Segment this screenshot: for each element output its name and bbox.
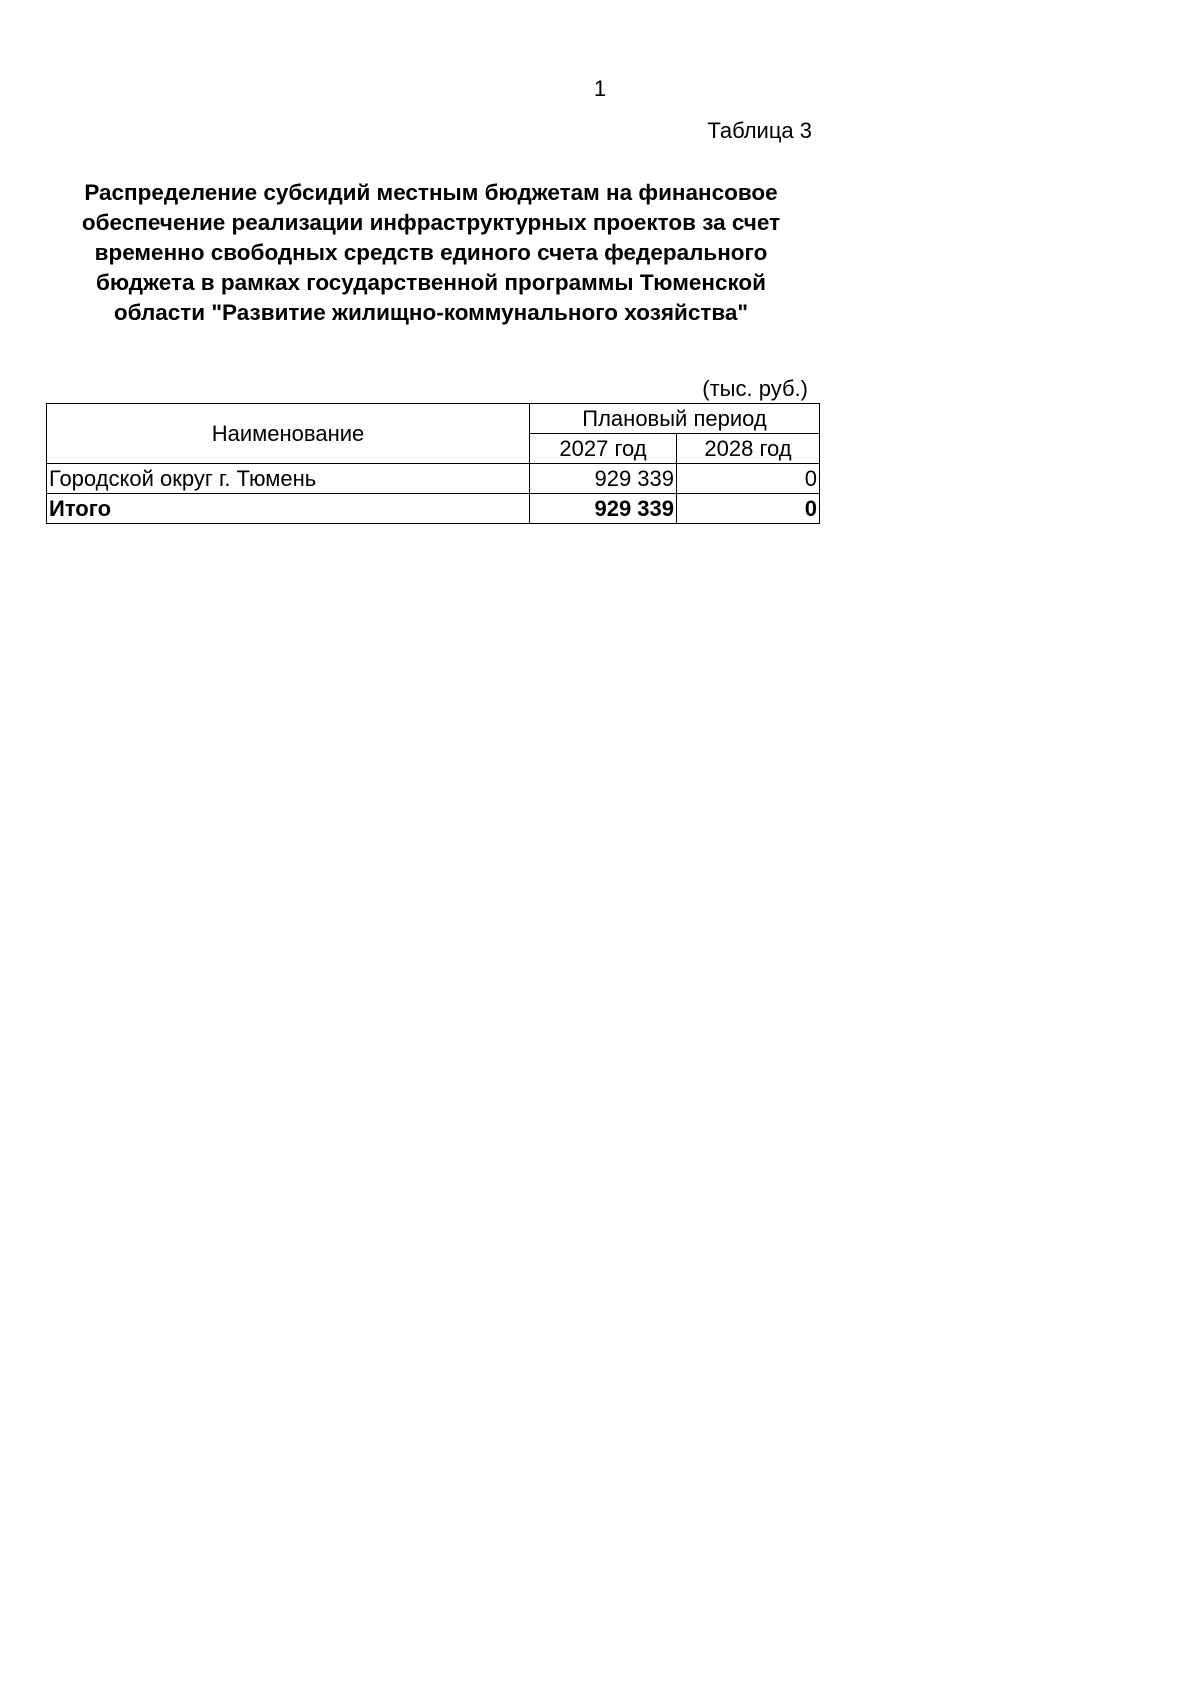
header-name: Наименование: [47, 404, 530, 464]
units-label: (тыс. руб.): [702, 376, 808, 401]
title-line: временно свободных средств единого счета федерального: [94, 240, 768, 265]
row-value-2028: 0: [677, 464, 820, 494]
title-line: области "Развитие жилищно-коммунального хозяйства": [113, 300, 749, 325]
page-number: 1: [593, 76, 607, 101]
total-name: Итого: [47, 494, 530, 524]
table-header-row: [47, 404, 820, 434]
header-year-2028: 2028 год: [677, 434, 820, 464]
table-label: Таблица 3: [707, 118, 812, 143]
table-row: [47, 464, 820, 494]
total-value-2028: 0: [677, 494, 820, 524]
row-value-2027: 929 339: [530, 464, 677, 494]
header-year-2027: 2027 год: [530, 434, 677, 464]
title-line: Распределение субсидий местным бюджетам на финансовое: [84, 180, 778, 205]
subsidy-table: [46, 403, 820, 524]
row-name: Городской округ г. Тюмень: [47, 464, 530, 494]
title-line: обеспечение реализации инфраструктурных проектов за счет: [81, 210, 781, 235]
title-line: бюджета в рамках государственной программы Тюменской: [95, 270, 767, 295]
document-title: [46, 178, 816, 328]
header-period: Плановый период: [530, 404, 820, 434]
table-total-row: [47, 494, 820, 524]
total-value-2027: 929 339: [530, 494, 677, 524]
